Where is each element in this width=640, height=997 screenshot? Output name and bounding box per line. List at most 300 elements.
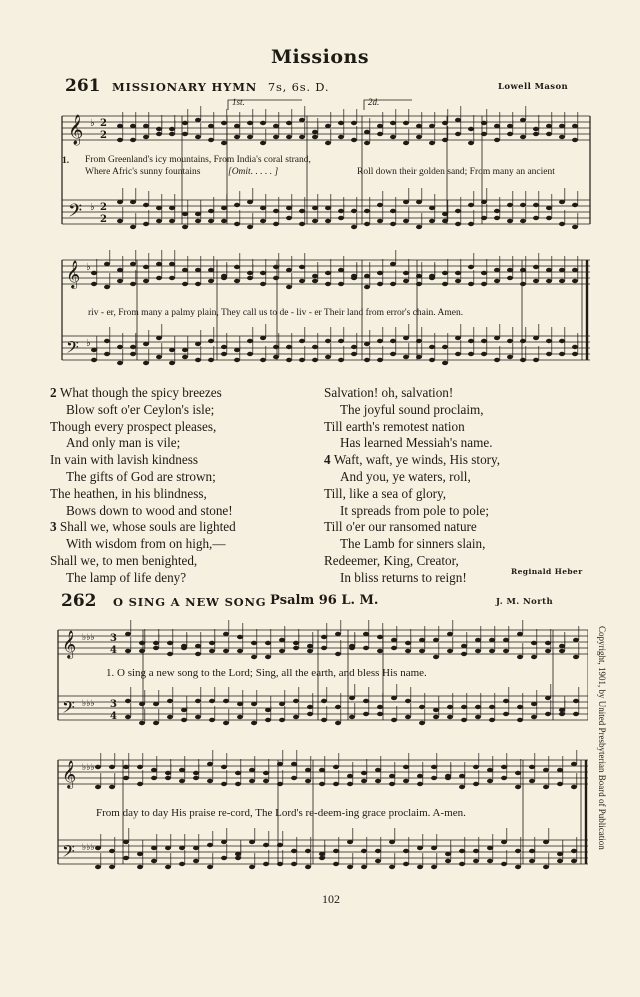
note-head: [167, 715, 173, 719]
note-head: [182, 225, 188, 229]
note-head: [291, 776, 297, 780]
note-head: [130, 225, 136, 229]
note-head: [545, 641, 551, 645]
note-head: [390, 209, 396, 213]
note-head: [403, 355, 409, 359]
verse-line: [324, 536, 500, 553]
note-head: [299, 135, 305, 139]
note-head: [494, 336, 500, 340]
note-head: [137, 782, 143, 786]
note-head: [104, 285, 110, 289]
note-head: [468, 282, 474, 286]
note-head: [364, 285, 370, 289]
note-head: [234, 203, 240, 207]
note-head: [143, 265, 149, 269]
svg-text:3: 3: [110, 699, 117, 710]
note-head: [481, 339, 487, 343]
hymn-261-lyric-line-2: riv - er, From many a palmy plain, They call us to de - liv - er Their land from error's chain. Amen.: [88, 308, 464, 318]
svg-text:4: 4: [110, 645, 117, 656]
verse-text: The joyful sound proclaim,: [340, 401, 484, 417]
note-head: [193, 771, 199, 775]
note-head: [167, 652, 173, 656]
note-head: [91, 358, 97, 362]
note-head: [279, 649, 285, 653]
note-head: [117, 268, 123, 272]
note-head: [481, 200, 487, 204]
note-head: [273, 265, 279, 269]
note-head: [249, 865, 255, 869]
note-head: [468, 352, 474, 356]
note-head: [195, 715, 201, 719]
note-head: [461, 652, 467, 656]
note-head: [234, 358, 240, 362]
note-head: [559, 352, 565, 356]
note-head: [507, 268, 513, 272]
note-head: [123, 776, 129, 780]
note-head: [533, 265, 539, 269]
note-head: [325, 339, 331, 343]
note-head: [468, 222, 474, 226]
note-head: [130, 282, 136, 286]
note-head: [447, 705, 453, 709]
note-head: [265, 718, 271, 722]
note-head: [130, 124, 136, 128]
note-head: [286, 121, 292, 125]
note-head: [338, 282, 344, 286]
svg-text:♭: ♭: [90, 118, 95, 129]
note-head: [571, 762, 577, 766]
note-head: [473, 782, 479, 786]
note-head: [515, 785, 521, 789]
note-head: [273, 135, 279, 139]
note-head: [347, 774, 353, 778]
note-head: [305, 768, 311, 772]
note-head: [433, 715, 439, 719]
note-head: [195, 212, 201, 216]
verse-line: [50, 553, 236, 570]
note-head: [143, 222, 149, 226]
note-head: [351, 225, 357, 229]
note-head: [481, 271, 487, 275]
note-head: [503, 712, 509, 716]
note-head: [543, 865, 549, 869]
hymn-262-number: 262: [61, 591, 97, 611]
note-head: [489, 718, 495, 722]
note-head: [489, 649, 495, 653]
note-head: [109, 849, 115, 853]
note-head: [433, 655, 439, 659]
note-head: [361, 779, 367, 783]
svg-text:♭♭♭: ♭♭♭: [82, 633, 95, 643]
note-head: [364, 209, 370, 213]
note-head: [501, 840, 507, 844]
note-head: [286, 206, 292, 210]
hymn-261-lyric-right: Roll down their golden sand; From many an ancient: [357, 167, 555, 177]
note-head: [335, 705, 341, 709]
note-head: [533, 203, 539, 207]
note-head: [247, 271, 253, 275]
note-head: [429, 124, 435, 128]
note-head: [195, 342, 201, 346]
note-head: [143, 279, 149, 283]
note-head: [153, 646, 159, 650]
note-head: [494, 268, 500, 272]
verse-text: Redeemer, King, Creator,: [324, 552, 459, 568]
note-head: [559, 279, 565, 283]
note-head: [375, 859, 381, 863]
note-head: [291, 862, 297, 866]
note-head: [312, 345, 318, 349]
note-head: [137, 852, 143, 856]
note-head: [321, 635, 327, 639]
hymn-261-lyric-bottom: Where Afric's sunny fountains: [85, 167, 201, 177]
note-head: [375, 779, 381, 783]
note-head: [520, 268, 526, 272]
note-head: [416, 135, 422, 139]
note-head: [208, 268, 214, 272]
note-head: [182, 348, 188, 352]
note-head: [195, 219, 201, 223]
note-head: [416, 355, 422, 359]
note-head: [260, 206, 266, 210]
note-head: [546, 352, 552, 356]
note-head: [507, 276, 513, 280]
note-head: [325, 124, 331, 128]
verse-text: Shall we, to men benighted,: [50, 552, 198, 568]
note-head: [377, 219, 383, 223]
note-head: [390, 262, 396, 266]
hymn-261-first-ending: 1st.: [232, 97, 245, 107]
note-head: [338, 339, 344, 343]
svg-text:4: 4: [110, 711, 117, 722]
note-head: [249, 779, 255, 783]
note-head: [335, 721, 341, 725]
verse-line: [324, 419, 500, 436]
note-head: [403, 279, 409, 283]
note-head: [416, 200, 422, 204]
note-head: [169, 206, 175, 210]
note-head: [169, 132, 175, 136]
note-head: [390, 352, 396, 356]
note-head: [265, 655, 271, 659]
note-head: [417, 865, 423, 869]
note-head: [251, 655, 257, 659]
note-head: [169, 127, 175, 131]
note-head: [247, 135, 253, 139]
verse-text: The heathen, in his blindness,: [50, 485, 207, 501]
note-head: [195, 652, 201, 656]
note-head: [208, 124, 214, 128]
note-head: [151, 776, 157, 780]
note-head: [503, 699, 509, 703]
note-head: [517, 632, 523, 636]
note-head: [377, 124, 383, 128]
note-head: [377, 271, 383, 275]
note-head: [117, 124, 123, 128]
note-head: [559, 124, 565, 128]
note-head: [361, 865, 367, 869]
note-head: [364, 130, 370, 134]
note-head: [363, 646, 369, 650]
note-head: [293, 699, 299, 703]
note-head: [286, 345, 292, 349]
hymn-261-second-ending: 2d.: [368, 97, 380, 107]
note-head: [455, 352, 461, 356]
note-head: [546, 206, 552, 210]
note-head: [307, 712, 313, 716]
note-head: [390, 339, 396, 343]
note-head: [351, 121, 357, 125]
hymn-261-meter: 7s, 6s. D.: [267, 80, 330, 94]
note-head: [533, 132, 539, 136]
note-head: [307, 644, 313, 648]
note-head: [361, 849, 367, 853]
hymn-262-meter: Psalm 96 L. M.: [270, 593, 379, 608]
note-head: [487, 768, 493, 772]
note-head: [153, 702, 159, 706]
note-head: [507, 203, 513, 207]
note-head: [546, 268, 552, 272]
note-head: [312, 279, 318, 283]
note-head: [529, 765, 535, 769]
note-head: [247, 200, 253, 204]
svg-text:♭: ♭: [86, 262, 91, 273]
note-head: [291, 849, 297, 853]
note-head: [501, 765, 507, 769]
note-head: [223, 649, 229, 653]
note-head: [431, 765, 437, 769]
note-head: [123, 856, 129, 860]
note-head: [520, 282, 526, 286]
note-head: [546, 279, 552, 283]
note-head: [416, 282, 422, 286]
note-head: [156, 219, 162, 223]
note-head: [347, 782, 353, 786]
note-head: [475, 715, 481, 719]
verse-text: The gifts of God are strown;: [66, 468, 216, 484]
verse-line: [324, 435, 500, 452]
note-head: [169, 219, 175, 223]
note-head: [515, 771, 521, 775]
note-head: [455, 118, 461, 122]
note-head: [473, 765, 479, 769]
note-head: [416, 274, 422, 278]
note-head: [533, 336, 539, 340]
svg-text:3: 3: [110, 633, 117, 644]
note-head: [123, 765, 129, 769]
note-head: [286, 285, 292, 289]
note-head: [165, 846, 171, 850]
note-head: [209, 699, 215, 703]
note-head: [182, 121, 188, 125]
note-head: [273, 222, 279, 226]
note-head: [305, 849, 311, 853]
note-head: [181, 708, 187, 712]
note-head: [117, 279, 123, 283]
note-head: [207, 843, 213, 847]
note-head: [234, 348, 240, 352]
note-head: [95, 785, 101, 789]
note-head: [442, 361, 448, 365]
note-head: [260, 141, 266, 145]
svg-text:𝄢: 𝄢: [68, 201, 83, 226]
note-head: [481, 216, 487, 220]
note-head: [153, 641, 159, 645]
note-head: [487, 859, 493, 863]
note-head: [489, 705, 495, 709]
note-head: [117, 361, 123, 365]
svg-text:♭♭♭: ♭♭♭: [82, 699, 95, 709]
note-head: [325, 282, 331, 286]
svg-text:♭: ♭: [86, 338, 91, 349]
note-head: [338, 209, 344, 213]
note-head: [403, 862, 409, 866]
note-head: [208, 279, 214, 283]
note-head: [543, 840, 549, 844]
note-head: [260, 271, 266, 275]
hymn-261-author: Reginald Heber: [511, 567, 583, 576]
note-head: [459, 862, 465, 866]
note-head: [125, 715, 131, 719]
note-head: [109, 765, 115, 769]
note-head: [529, 859, 535, 863]
note-head: [377, 358, 383, 362]
note-head: [125, 632, 131, 636]
note-head: [473, 859, 479, 863]
note-head: [533, 127, 539, 131]
verse-line: [50, 486, 236, 503]
verse-text: Till o'er our ransomed nature: [324, 519, 477, 535]
verse-text: Salvation! oh, salvation!: [324, 385, 454, 400]
note-head: [299, 118, 305, 122]
note-head: [487, 846, 493, 850]
note-head: [503, 649, 509, 653]
note-head: [503, 638, 509, 642]
note-head: [286, 216, 292, 220]
verse-line: [50, 402, 236, 419]
note-head: [389, 840, 395, 844]
note-head: [416, 339, 422, 343]
note-head: [507, 339, 513, 343]
note-head: [507, 124, 513, 128]
verse-text: With wisdom from on high,—: [66, 536, 226, 552]
note-head: [559, 268, 565, 272]
note-head: [573, 699, 579, 703]
verse-text: Till earth's remotest nation: [324, 418, 465, 434]
note-head: [416, 124, 422, 128]
svg-text:𝄞: 𝄞: [66, 260, 81, 288]
note-head: [572, 124, 578, 128]
note-head: [349, 715, 355, 719]
verse-line: [324, 469, 500, 486]
note-head: [405, 649, 411, 653]
note-head: [195, 358, 201, 362]
note-head: [389, 774, 395, 778]
note-head: [265, 708, 271, 712]
note-head: [431, 776, 437, 780]
note-head: [169, 361, 175, 365]
note-head: [305, 779, 311, 783]
svg-text:♭♭♭: ♭♭♭: [82, 843, 95, 853]
note-head: [263, 779, 269, 783]
note-head: [325, 206, 331, 210]
note-head: [319, 782, 325, 786]
note-head: [364, 274, 370, 278]
hymn-262-copyright: Copyright, 1901, by United Presbyterian Board of Publication: [597, 626, 607, 850]
note-head: [431, 865, 437, 869]
note-head: [182, 268, 188, 272]
note-head: [221, 765, 227, 769]
verse-number: 4: [324, 452, 334, 468]
note-head: [251, 721, 257, 725]
note-head: [364, 222, 370, 226]
note-head: [139, 649, 145, 653]
verse-text: In vain with lavish kindness: [50, 452, 198, 468]
note-head: [151, 846, 157, 850]
note-head: [531, 702, 537, 706]
note-head: [390, 282, 396, 286]
note-head: [545, 712, 551, 716]
note-head: [325, 141, 331, 145]
note-head: [208, 358, 214, 362]
note-head: [273, 355, 279, 359]
svg-text:𝄢: 𝄢: [66, 337, 79, 361]
note-head: [91, 271, 97, 275]
note-head: [455, 336, 461, 340]
note-head: [125, 649, 131, 653]
svg-text:𝄢: 𝄢: [62, 841, 75, 865]
note-head: [571, 785, 577, 789]
verse-text: And you, ye waters, roll,: [340, 468, 471, 484]
note-head: [429, 345, 435, 349]
hymn-261-verse-number: 1.: [62, 156, 70, 166]
hymn-261-verses-left: [50, 385, 236, 587]
note-head: [517, 655, 523, 659]
note-head: [475, 638, 481, 642]
note-head: [559, 708, 565, 712]
verse-line: [50, 469, 236, 486]
note-head: [557, 852, 563, 856]
note-head: [130, 200, 136, 204]
note-head: [325, 219, 331, 223]
note-head: [235, 852, 241, 856]
note-head: [403, 336, 409, 340]
note-head: [571, 849, 577, 853]
note-head: [293, 646, 299, 650]
verse-text: What though the spicy breezes: [59, 385, 222, 400]
note-head: [193, 776, 199, 780]
note-head: [221, 352, 227, 356]
note-head: [279, 702, 285, 706]
note-head: [179, 768, 185, 772]
note-head: [481, 352, 487, 356]
note-head: [573, 638, 579, 642]
note-head: [416, 225, 422, 229]
note-head: [156, 276, 162, 280]
note-head: [351, 209, 357, 213]
note-head: [221, 121, 227, 125]
note-head: [299, 279, 305, 283]
note-head: [419, 721, 425, 725]
note-head: [195, 268, 201, 272]
note-head: [572, 279, 578, 283]
note-head: [156, 132, 162, 136]
note-head: [169, 276, 175, 280]
note-head: [529, 849, 535, 853]
note-head: [249, 768, 255, 772]
note-head: [559, 644, 565, 648]
note-head: [156, 127, 162, 131]
